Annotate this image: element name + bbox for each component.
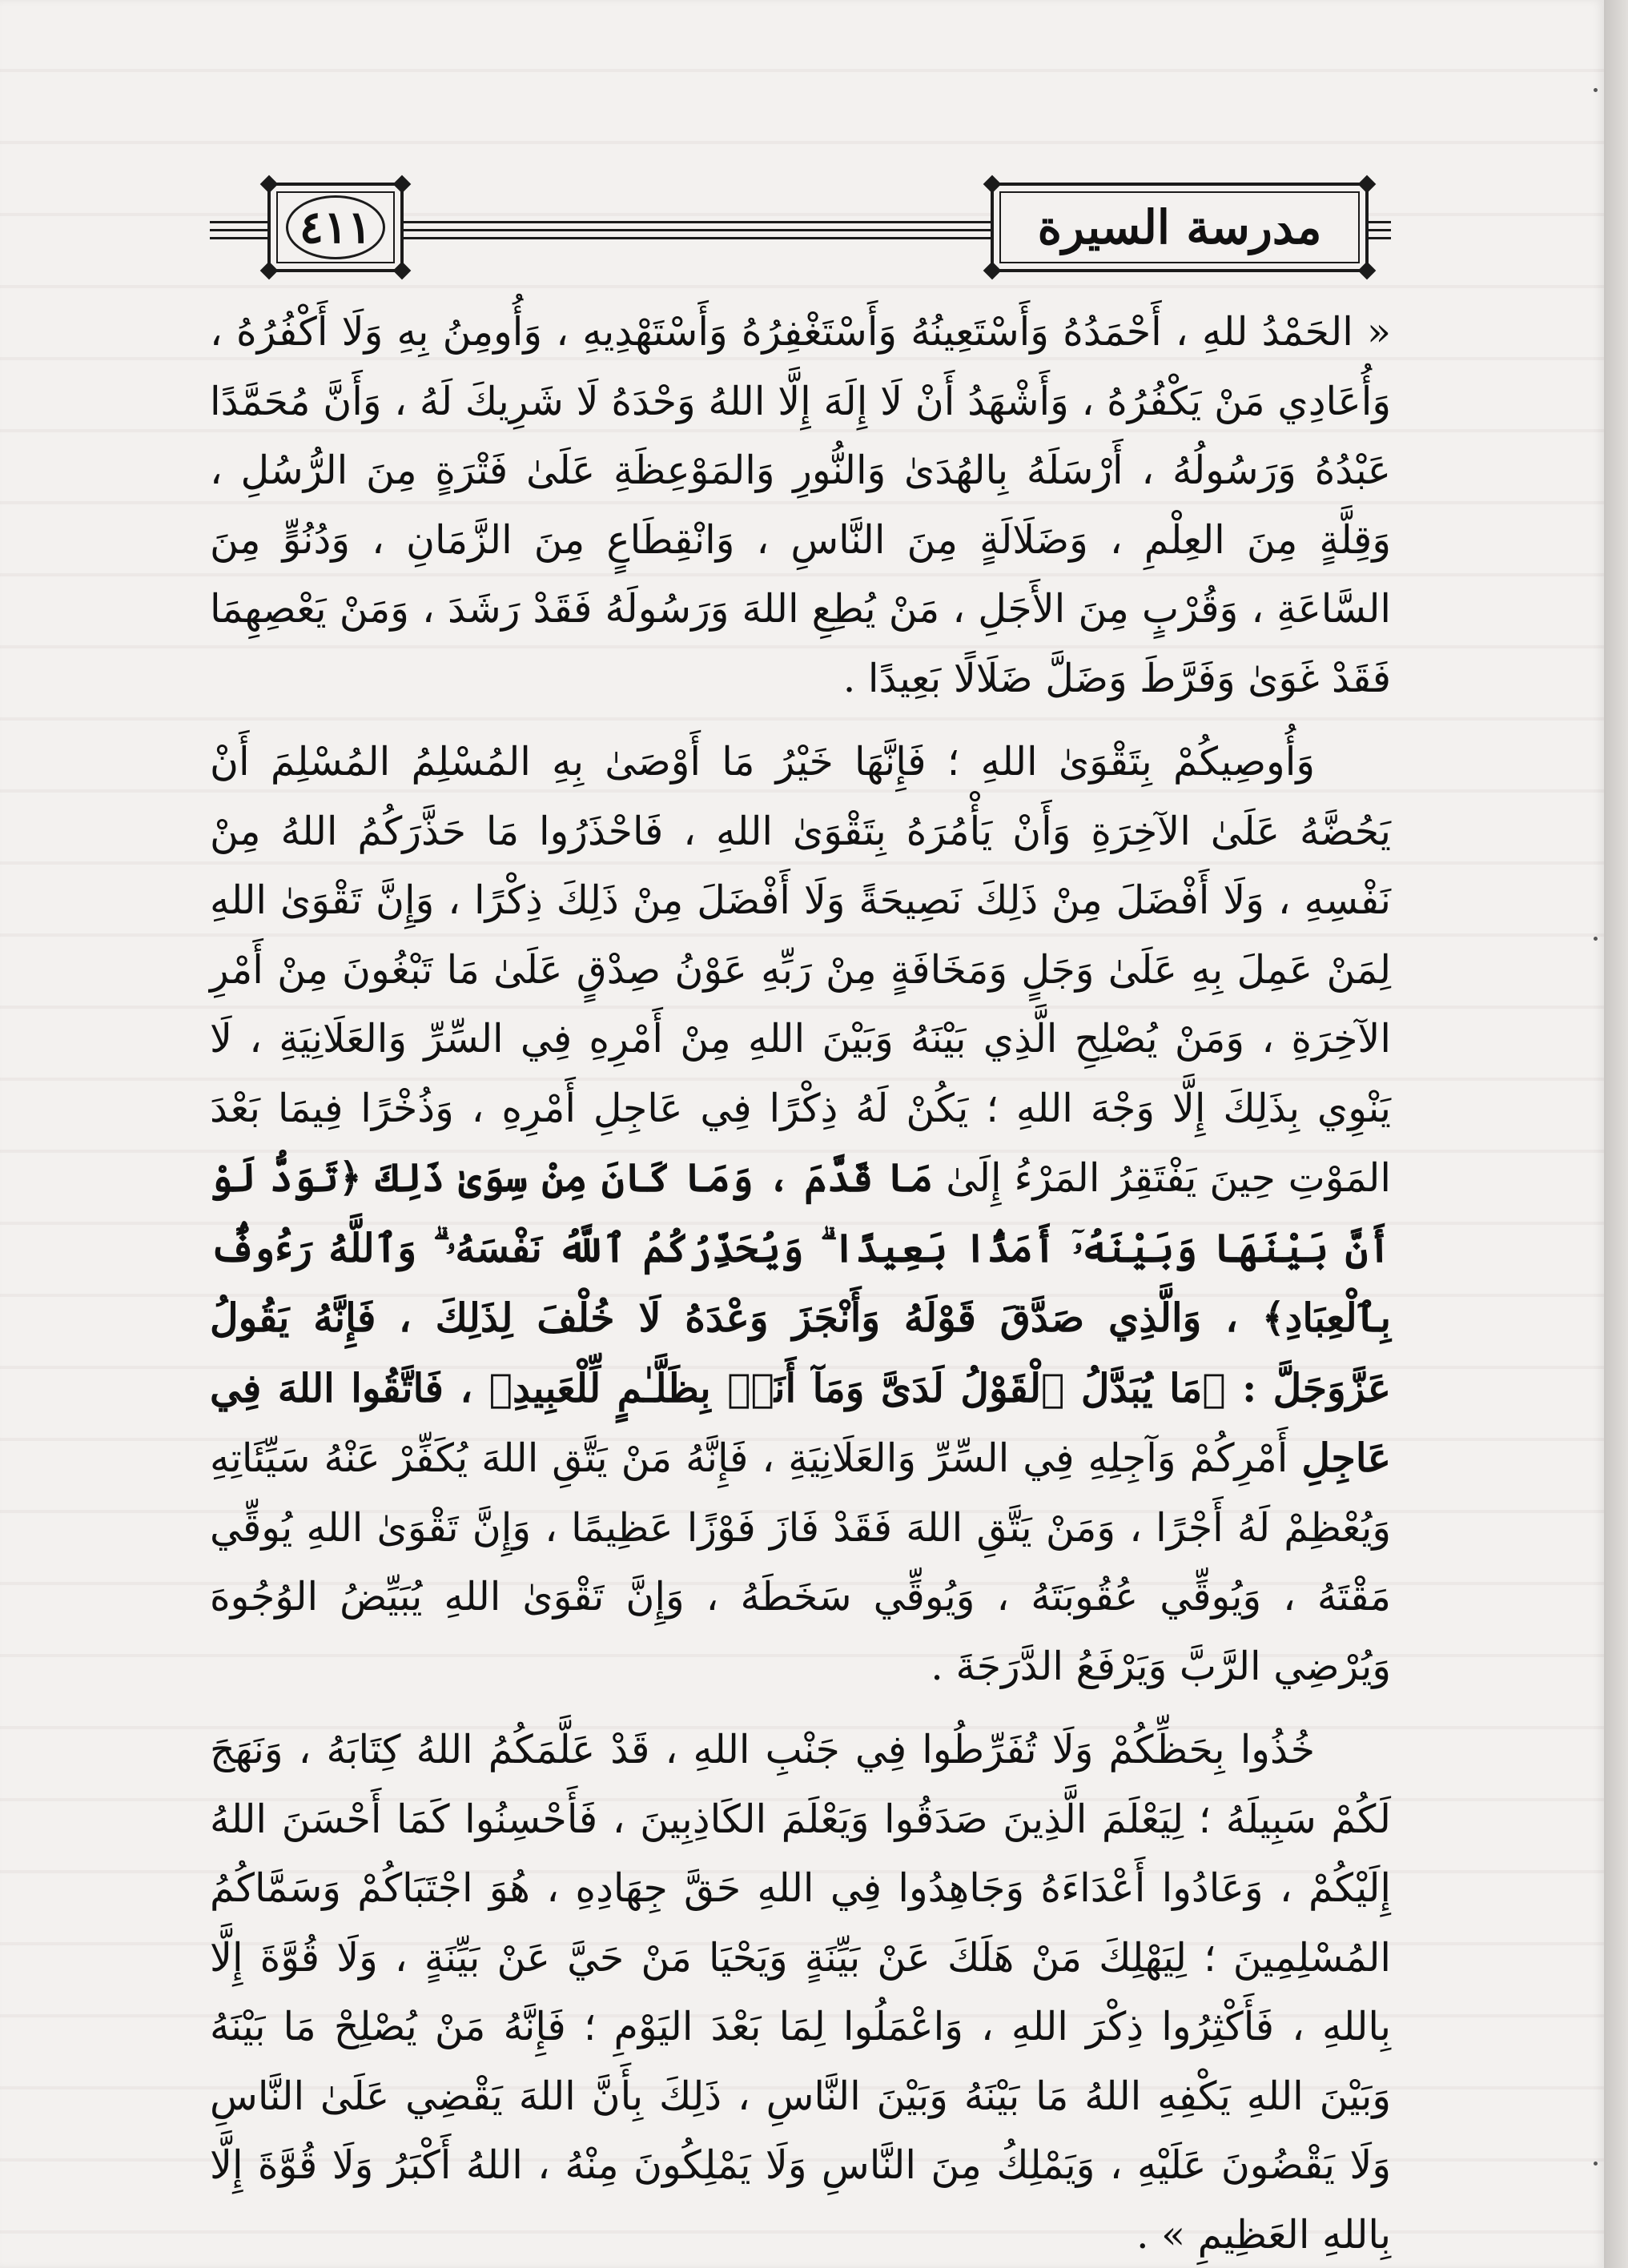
text-line: الَّذِي بَيْنَهُ وَبَيْنَ اللهِ مِنْ أَمْرِهِ فِي السِّرِّ وَالعَلَانِيَةِ ، لَا يَنْوِي بِذَلِكَ إِلَّا وَجْهَ اللهِ ؛ <box>210 1016 1392 1131</box>
text-line: مَا قَدَّمَ ، وَمَا كَانَ مِنْ سِوَىٰ ذَلِكَ ﴿تَوَدُّ لَوْ أَنَّ بَيْنَهَا وَبَيْنَهُۥٓ أَمَدًۢا بَعِيدًا ۗ وَيُحَذِّرُكُمُ ٱللَّهُ <box>210 1154 1392 1271</box>
text-line: يَكُنْ لَهُ ذِكْرًا فِي عَاجِلِ أَمْرِهِ ، وَذُخْرًا فِيمَا بَعْدَ المَوْتِ حِينَ يَفْتَقِرُ المَرْءُ إِلَىٰ <box>210 1085 1391 1201</box>
text-line: وَأُوصِيكُمْ بِتَقْوَىٰ اللهِ ؛ فَإِنَّهَا خَيْرُ مَا أَوْصَىٰ بِهِ المُسْلِمُ المُسْلِمَ أَنْ يَحُضَّهُ عَلَىٰ <box>210 739 1392 854</box>
page-mark <box>1594 937 1598 941</box>
text-line: وَضَلَالَةٍ مِنَ النَّاسِ ، وَانْقِطَاعٍ مِنَ الزَّمَانِ ، وَدُنُوٍّ مِنَ السَّاعَةِ ، وَقُرْبٍ مِنَ الأَجَلِ ، <box>210 516 1391 632</box>
text-line: أَمْرِكُمْ وَآجِلِهِ فِي السِّرِّ وَالعَلَانِيَةِ ، فَإِنَّهُ مَنْ يَتَّقِ اللهَ يُكَفِّرْ عَنْهُ سَيِّئَاتِهِ وَيُعْظِمْ لَهُ أَجْرًا ، <box>210 1435 1391 1551</box>
text-line: وَعَادُوا أَعْدَاءَهُ وَجَاهِدُوا فِي اللهِ حَقَّ جِهَادِهِ ، هُوَ اجْتَبَاكُمْ وَسَمَّاكُمُ المُسْلِمِينَ ؛ <box>210 1865 1392 1981</box>
text-line: وَأُعَادِي مَنْ يَكْفُرُهُ ، وَأَشْهَدُ أَنْ لَا إِلَهَ إِلَّا اللهُ وَحْدَهُ لَا شَرِيكَ لَهُ ، وَأَنَّ مُحَمَّدًا عَبْدُهُ <box>210 378 1391 493</box>
ornament-icon <box>260 262 279 280</box>
ornament-icon <box>1358 262 1377 280</box>
text-line: وَبَيْنَ النَّاسِ ، ذَلِكَ بِأَنَّ اللهَ يَقْضِي عَلَىٰ النَّاسِ وَلَا يَقْضُونَ عَلَيْهِ ، وَيَمْلِكُ مِنَ <box>210 2073 1392 2188</box>
page-number: ٤١١ <box>286 195 385 259</box>
text-line: نَفْسَهُۥ ۗ وَٱللَّهُ رَءُوفٌۢ بِٱلْعِبَادِ﴾ ، وَالَّذِي صَدَّقَ قَوْلَهُ وَأَنْجَزَ وَعْدَهُ لَا خُلْفَ لِذَلِكَ ، <box>210 1224 1391 1341</box>
text-line: وَمَنْ يَتَّقِ اللهَ فَقَدْ فَازَ فَوْزًا عَظِيمًا ، وَإِنَّ تَقْوَىٰ اللهِ يُوقِّي مَقْتَهُ ، وَيُوقِّي عُقُوبَتَهُ ، <box>210 1504 1392 1620</box>
text-line: سَبِيلَهُ ؛ لِيَعْلَمَ الَّذِينَ صَدَقُوا وَيَعْلَمَ الكَاذِبِينَ ، فَأَحْسِنُوا كَمَا أَحْسَنَ اللهُ إِلَيْكُمْ ، <box>210 1796 1391 1911</box>
text-line: النَّاسِ وَلَا يَمْلِكُونَ مِنْهُ ، اللهُ أَكْبَرُ وَلَا قُوَّةَ إِلَّا بِاللهِ العَظِيمِ » . <box>210 2142 1391 2258</box>
page-header <box>210 183 1391 279</box>
text-line: فَإِنَّهُ يَقُولُ عَزَّوَجَلَّ : ﴿مَا يُبَدَّلُ ٱلْقَوْلُ لَدَىَّ وَمَآ أَنَا۠ بِظَلَّـٰمٍ لِّلْعَبِيدِ﴾ ، فَاتَّقُوا اللهَ فِي عَاجِلِ <box>210 1295 1391 1481</box>
text-line: اللهِ ، وَاعْمَلُوا لِمَا بَعْدَ اليَوْمِ ؛ فَإِنَّهُ مَنْ يُصْلِحْ مَا بَيْنَهُ وَبَيْنَ اللهِ يَكْفِهِ اللهُ مَا بَيْنَهُ <box>210 2004 1392 2119</box>
running-title-frame <box>991 183 1369 272</box>
text-line: « الحَمْدُ للهِ ، أَحْمَدُهُ وَأَسْتَعِينُهُ وَأَسْتَغْفِرُهُ وَأَسْتَهْدِيهِ ، وَأُومِنُ بِهِ وَلَا أَكْفُرُهُ ، <box>210 309 1391 355</box>
page-edge <box>1604 0 1628 2268</box>
ornament-icon <box>983 262 1002 280</box>
page-mark <box>1594 88 1598 92</box>
text-line: وَرَسُولُهُ ، أَرْسَلَهُ بِالهُدَىٰ وَالنُّورِ وَالمَوْعِظَةِ عَلَىٰ فَتْرَةٍ مِنَ الرُّسُلِ ، وَقِلَّةٍ مِنَ العِلْمِ ، <box>210 448 1391 563</box>
paragraph <box>210 298 1391 713</box>
text-line: مِنْ ذَلِكَ نَصِيحَةً وَلَا أَفْضَلَ مِنْ ذَلِكَ ذِكْرًا ، وَإِنَّ تَقْوَىٰ اللهِ لِمَنْ عَمِلَ بِهِ عَلَىٰ <box>210 877 1392 993</box>
text-line: خُذُوا بِحَظِّكُمْ وَلَا تُفَرِّطُوا فِي جَنْبِ اللهِ ، قَدْ عَلَّمَكُمُ اللهُ كِتَابَهُ ، وَنَهَجَ لَكُمْ <box>210 1727 1391 1842</box>
text-line: وَيُوقِّي سَخَطَهُ ، وَإِنَّ تَقْوَىٰ اللهِ يُبَيِّضُ الوُجُوهَ وَيُرْضِي الرَّبَّ وَيَرْفَعُ الدَّرَجَةَ . <box>210 1574 1391 1689</box>
page-body <box>210 298 1391 2268</box>
paragraph <box>210 1716 1391 2268</box>
text-line: الآخِرَةِ وَأَنْ يَأْمُرَهُ بِتَقْوَىٰ اللهِ ، فَاحْذَرُوا مَا حَذَّرَكُمُ اللهُ مِنْ نَفْسِهِ ، وَلَا أَفْضَلَ <box>210 808 1391 923</box>
paragraph <box>210 728 1391 1701</box>
text-line: لِيَهْلِكَ مَنْ هَلَكَ عَنْ بَيِّنَةٍ وَيَحْيَا مَنْ حَيَّ عَنْ بَيِّنَةٍ ، وَلَا قُوَّةَ إِلَّا بِاللهِ ، فَأَكْثِرُوا ذِكْرَ <box>210 1934 1392 2049</box>
text-line: وَجَلٍ وَمَخَافَةٍ مِنْ رَبِّهِ عَوْنُ صِدْقٍ عَلَىٰ مَا تَبْغُونَ مِنْ أَمْرِ الآخِرَةِ ، وَمَنْ يُصْلِحِ <box>210 946 1391 1062</box>
ornament-icon <box>393 262 412 280</box>
running-title: مدرسة السيرة <box>1037 200 1322 255</box>
page-mark <box>1594 2162 1598 2166</box>
page-number-frame <box>267 183 404 272</box>
text-line: مَنْ يُطِعِ اللهَ وَرَسُولَهُ فَقَدْ رَشَدَ ، وَمَنْ يَعْصِهِمَا فَقَدْ غَوَىٰ وَفَرَّطَ وَضَلَّ ضَلَالًا بَعِيدًا . <box>210 586 1391 701</box>
